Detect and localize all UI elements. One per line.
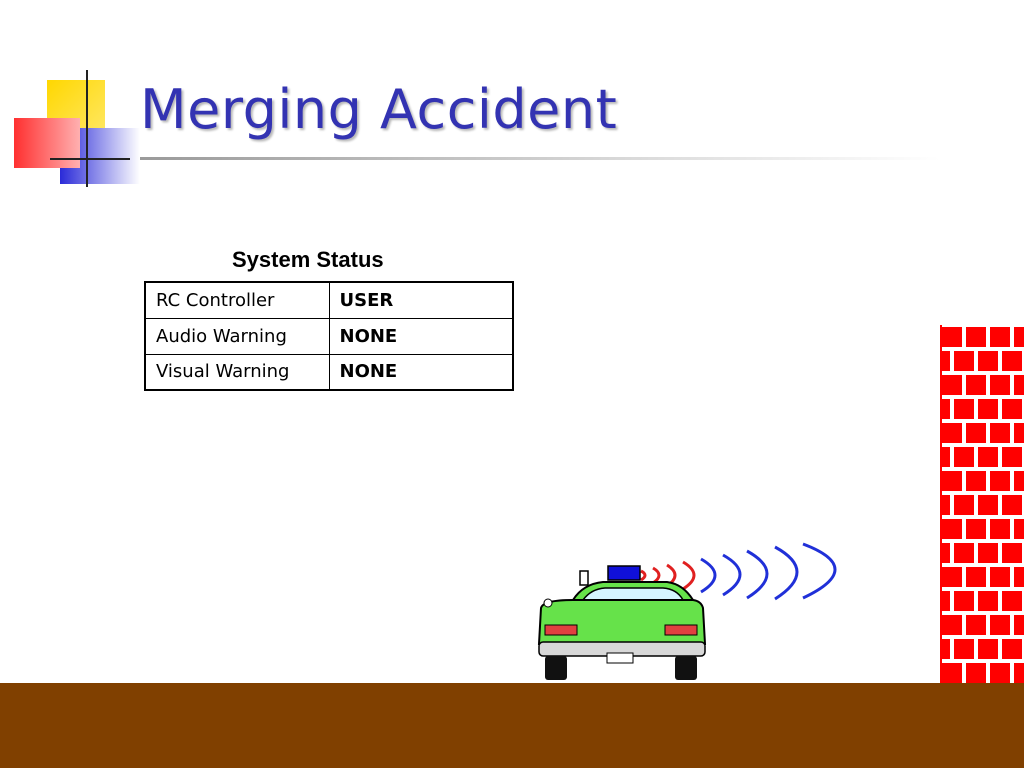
status-value: NONE — [329, 354, 513, 390]
status-value: NONE — [329, 318, 513, 354]
table-row — [145, 354, 513, 390]
wheel-right — [675, 656, 697, 680]
antenna — [580, 571, 588, 585]
road-ground — [0, 683, 1024, 768]
status-value: USER — [329, 282, 513, 318]
wheel-left — [545, 656, 567, 680]
slide-title: Merging Accident — [140, 78, 618, 141]
logo-red-square — [14, 118, 80, 168]
status-label: RC Controller — [145, 282, 329, 318]
table-row — [145, 282, 513, 318]
siren-light — [608, 566, 640, 580]
decorative-squares-logo — [0, 60, 150, 200]
license-plate — [607, 653, 633, 663]
police-car-illustration — [533, 538, 867, 683]
system-status-caption: System Status — [232, 247, 384, 272]
table-row — [145, 318, 513, 354]
mirror — [544, 599, 552, 607]
car-body — [539, 566, 705, 680]
status-label: Audio Warning — [145, 318, 329, 354]
title-underline — [140, 157, 940, 160]
tail-light-left — [545, 625, 577, 635]
tail-light-right — [665, 625, 697, 635]
status-label: Visual Warning — [145, 354, 329, 390]
system-status-table — [144, 281, 514, 391]
brick-wall — [940, 325, 1024, 683]
